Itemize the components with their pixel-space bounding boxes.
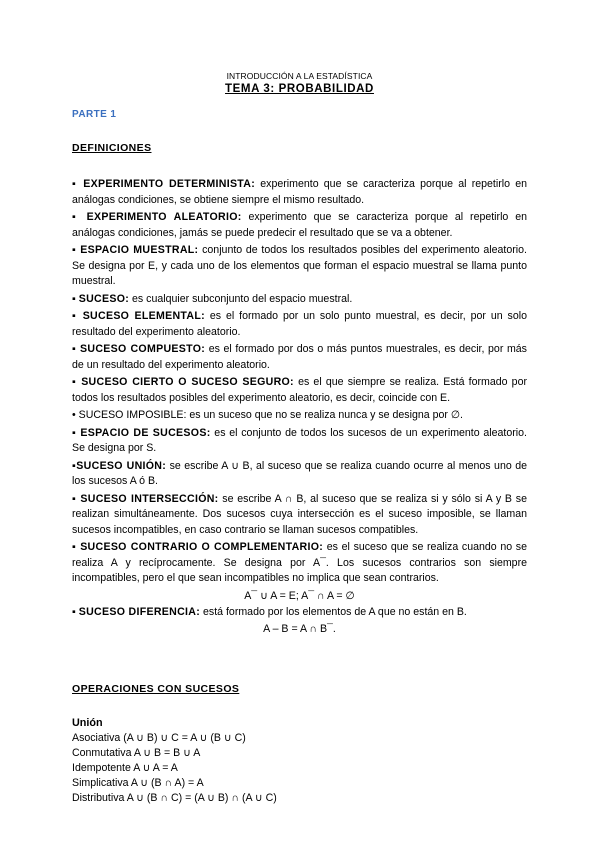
bullet-icon: ▪ — [72, 244, 77, 256]
bullet-icon: ▪ — [72, 292, 76, 305]
definition-text: SUCESO IMPOSIBLE: es un suceso que no se realiza nunca y se designa por ∅. — [78, 409, 464, 421]
definition-term: SUCESO INTERSECCIÓN: — [80, 492, 219, 505]
definition-term: EXPERIMENTO DETERMINISTA: — [83, 178, 256, 190]
definition-text: es el conjunto de todos los sucesos de un experimento aleatorio. Se designa por S. — [72, 426, 527, 454]
definition-term: SUCESO: — [78, 292, 130, 305]
definition-term: SUCESO UNIÓN: — [76, 459, 167, 472]
definition-text: es cualquier subconjunto del espacio muestral. — [129, 292, 353, 305]
union-heading: Unión — [72, 717, 103, 729]
bullet-icon: ▪ — [72, 459, 77, 472]
definition-text: es el que siempre se realiza. Está formado por todos los resultados posibles del experimento aleatorio, es decir, coincide con E. — [72, 376, 527, 404]
definition-term: ESPACIO DE SUCESOS: — [80, 426, 211, 439]
definition-text: es el suceso que se realiza cuando no se realiza A y recíprocamente. Se designa por A¯. Los sucesos contrarios son siempre incompatibles, pero el que sean incompatibles no implica que sean contrarios. — [72, 541, 527, 584]
part-label: PARTE 1 — [72, 109, 117, 120]
definition-term: EXPERIMENTO ALEATORIO: — [86, 211, 242, 223]
definition-text: se escribe A ∪ B, al suceso que se realiza cuando ocurre al menos uno de los sucesos A ó B. — [72, 459, 527, 487]
definition-term: SUCESO DIFERENCIA: — [78, 605, 201, 618]
bullet-icon: • — [72, 409, 76, 421]
definition-item — [72, 342, 527, 373]
definition-item — [72, 540, 527, 587]
definition-item — [72, 177, 527, 208]
definition-text: es el formado por dos o más puntos muestrales, es decir, por más de un resultado del experimento aleatorio. — [72, 343, 527, 371]
definition-item — [72, 605, 527, 621]
formula-contrario: A¯ ∪ A = E; A¯ ∩ A = ∅ — [244, 589, 355, 602]
definition-item — [72, 243, 527, 290]
definition-term: SUCESO ELEMENTAL: — [82, 310, 205, 322]
course-title: INTRODUCCIÓN A LA ESTADÍSTICA — [226, 71, 373, 81]
definition-term: SUCESO CONTRARIO O COMPLEMENTARIO: — [80, 541, 324, 553]
definition-item — [72, 408, 527, 424]
document-page — [72, 70, 527, 806]
union-property: Idempotente A ∪ A = A — [72, 762, 178, 774]
union-property: Conmutativa A ∪ B = B ∪ A — [72, 747, 201, 759]
bullet-icon: ▪ — [72, 541, 77, 553]
bullet-icon: ▪ — [72, 310, 78, 322]
formula-diferencia: A – B = A ∩ B¯. — [263, 623, 336, 635]
definition-text: está formado por los elementos de A que no están en B. — [200, 605, 467, 618]
definition-text: conjunto de todos los resultados posibles del experimento aleatorio. Se designa por E, y cada uno de los elementos que forman el espacio muestral se llama punto muestral. — [72, 244, 527, 287]
definition-item — [72, 210, 527, 241]
union-property: Simplicativa A ∪ (B ∩ A) = A — [72, 777, 204, 789]
definition-term: ESPACIO MUESTRAL: — [80, 244, 199, 256]
definitions-list — [72, 177, 527, 636]
bullet-icon: ▪ — [72, 343, 77, 355]
definition-text: experimento que se caracteriza porque al repetirlo en análogas condiciones, jamás se puede predecir el resultado que se va a obtener. — [72, 211, 527, 239]
union-property: Asociativa (A ∪ B) ∪ C = A ∪ (B ∪ C) — [72, 732, 246, 744]
topic-title: TEMA 3: PROBABILIDAD — [225, 83, 374, 95]
definition-item — [72, 375, 527, 406]
bullet-icon: ▪ — [72, 211, 80, 223]
definition-item — [72, 309, 527, 340]
definition-item — [72, 426, 527, 457]
operations-heading: OPERACIONES CON SUCESOS — [72, 683, 240, 695]
definition-item — [72, 492, 527, 539]
definition-text: es el formado por un solo punto muestral, es decir, por un solo resultado del experimento aleatorio. — [72, 310, 527, 338]
definition-item — [72, 459, 527, 490]
definition-item — [72, 292, 527, 308]
bullet-icon: ▪ — [72, 492, 77, 505]
union-property: Distributiva A ∪ (B ∩ C) = (A ∪ B) ∩ (A ∪ C) — [72, 792, 277, 804]
union-properties — [72, 731, 527, 806]
bullet-icon: ▪ — [72, 426, 77, 439]
bullet-icon: ▪ — [72, 376, 77, 388]
bullet-icon: ▪ — [72, 605, 76, 618]
definition-term: SUCESO COMPUESTO: — [80, 343, 206, 355]
definition-text: se escribe A ∩ B, al suceso que se realiza si y sólo si A y B se realizan simultáneamente. Dos sucesos cuya intersección es el suceso imposible, se llaman sucesos incompatibles, en caso contrario se llaman sucesos compatibles. — [72, 492, 527, 536]
definition-term: SUCESO CIERTO O SUCESO SEGURO: — [81, 376, 294, 388]
definition-text: experimento que se caracteriza porque al repetirlo en análogas condiciones, se obtiene siempre el mismo resultado. — [72, 178, 527, 206]
definitions-heading: DEFINICIONES — [72, 142, 152, 154]
bullet-icon: ▪ — [72, 178, 79, 190]
